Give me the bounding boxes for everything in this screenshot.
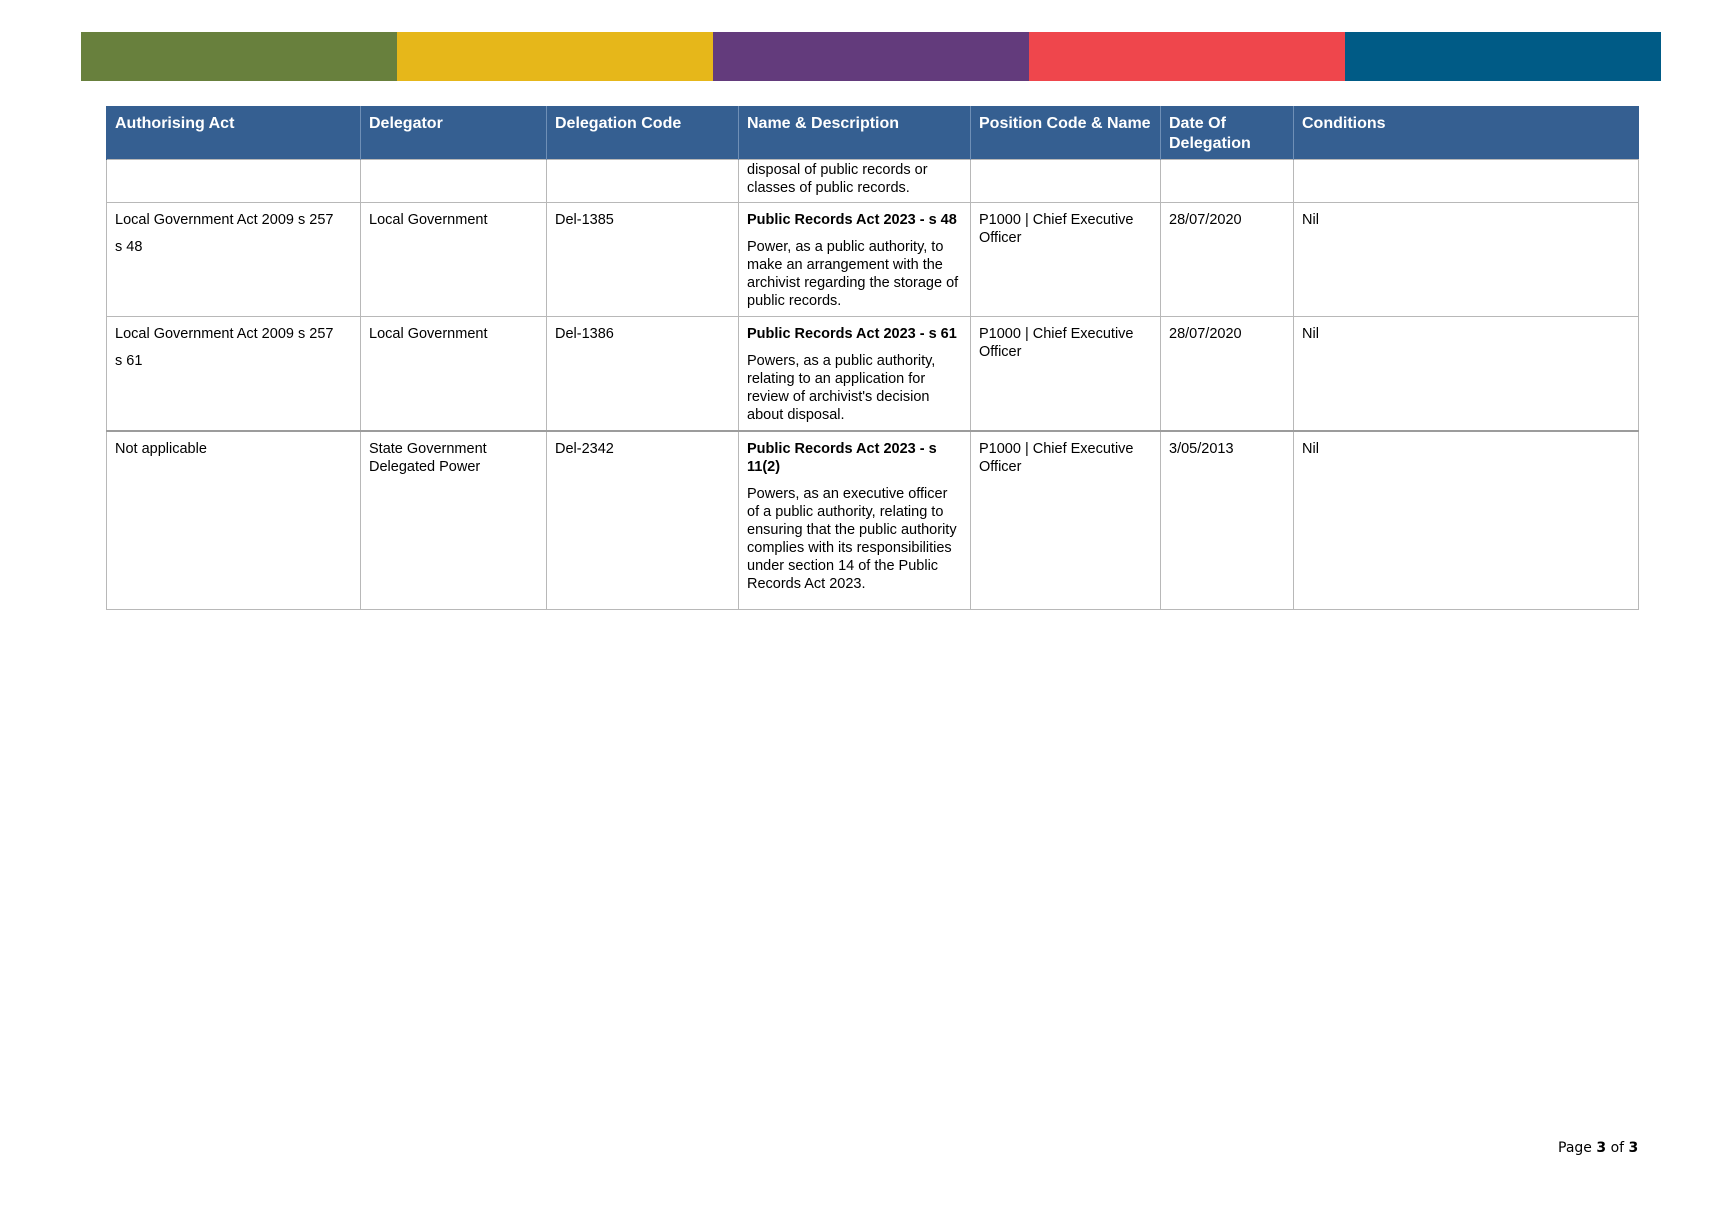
cell-description: disposal of public records or classes of public records. bbox=[739, 160, 971, 203]
delegation-description: Powers, as a public authority, relating to an application for review of archivist's decision about disposal. bbox=[747, 353, 936, 423]
current-page: 3 bbox=[1596, 1140, 1607, 1156]
delegation-description: Power, as a public authority, to make an arrangement with the archivist regarding the storage of public records. bbox=[747, 239, 959, 309]
cell-act bbox=[107, 317, 361, 432]
act-text: Not applicable bbox=[115, 441, 207, 457]
color-bar-segment-green bbox=[81, 32, 397, 81]
total-pages: 3 bbox=[1628, 1140, 1639, 1156]
color-bar-segment-yellow bbox=[397, 32, 713, 81]
cell-conditions bbox=[1294, 160, 1639, 203]
of-word: of bbox=[1610, 1140, 1625, 1156]
cell-code: Del-1385 bbox=[547, 203, 739, 317]
delegations-table bbox=[106, 106, 1639, 610]
table-row-continuation bbox=[107, 160, 1639, 203]
cell-name-description bbox=[739, 317, 971, 432]
delegation-description: Powers, as an executive officer of a public authority, relating to ensuring that the public authority complies with its responsibilities under section 14 of the Public Records Act 2023. bbox=[747, 486, 957, 592]
act-text: Local Government Act 2009 s 257 bbox=[115, 326, 334, 342]
cell-date bbox=[1161, 160, 1294, 203]
color-bar-segment-blue bbox=[1345, 32, 1661, 81]
cell-position bbox=[971, 160, 1161, 203]
cell-act bbox=[107, 203, 361, 317]
cell-date: 28/07/2020 bbox=[1161, 317, 1294, 432]
cell-delegator: Local Government bbox=[361, 317, 547, 432]
delegation-name: Public Records Act 2023 - s 48 bbox=[747, 212, 957, 228]
brand-color-bar bbox=[81, 32, 1661, 81]
act-section: s 61 bbox=[115, 353, 143, 369]
color-bar-segment-red bbox=[1029, 32, 1345, 81]
cell-delegator: Local Government bbox=[361, 203, 547, 317]
cell-name-description bbox=[739, 431, 971, 610]
page-number bbox=[1558, 1140, 1638, 1156]
cell-conditions: Nil bbox=[1294, 317, 1639, 432]
header-delegation-code: Delegation Code bbox=[547, 106, 739, 160]
delegation-name: Public Records Act 2023 - s 11(2) bbox=[747, 441, 937, 475]
cell-delegator bbox=[361, 160, 547, 203]
cell-code bbox=[547, 160, 739, 203]
table-row bbox=[107, 317, 1639, 432]
cell-act bbox=[107, 160, 361, 203]
table-header-row bbox=[107, 106, 1639, 160]
delegation-name: Public Records Act 2023 - s 61 bbox=[747, 326, 957, 342]
table-row bbox=[107, 431, 1639, 610]
cell-conditions: Nil bbox=[1294, 431, 1639, 610]
cell-date: 28/07/2020 bbox=[1161, 203, 1294, 317]
table-row bbox=[107, 203, 1639, 317]
header-authorising-act: Authorising Act bbox=[107, 106, 361, 160]
act-section: s 48 bbox=[115, 239, 143, 255]
cell-delegator: State Government Delegated Power bbox=[361, 431, 547, 610]
header-date-of-delegation: Date Of Delegation bbox=[1161, 106, 1294, 160]
cell-code: Del-1386 bbox=[547, 317, 739, 432]
cell-act bbox=[107, 431, 361, 610]
cell-position: P1000 | Chief Executive Officer bbox=[971, 317, 1161, 432]
cell-conditions: Nil bbox=[1294, 203, 1639, 317]
act-text: Local Government Act 2009 s 257 bbox=[115, 212, 334, 228]
header-name-description: Name & Description bbox=[739, 106, 971, 160]
cell-code: Del-2342 bbox=[547, 431, 739, 610]
cell-name-description bbox=[739, 203, 971, 317]
cell-position: P1000 | Chief Executive Officer bbox=[971, 431, 1161, 610]
page-word: Page bbox=[1558, 1140, 1592, 1156]
cell-date: 3/05/2013 bbox=[1161, 431, 1294, 610]
color-bar-segment-purple bbox=[713, 32, 1029, 81]
header-position-code-name: Position Code & Name bbox=[971, 106, 1161, 160]
header-conditions: Conditions bbox=[1294, 106, 1639, 160]
cell-position: P1000 | Chief Executive Officer bbox=[971, 203, 1161, 317]
header-delegator: Delegator bbox=[361, 106, 547, 160]
